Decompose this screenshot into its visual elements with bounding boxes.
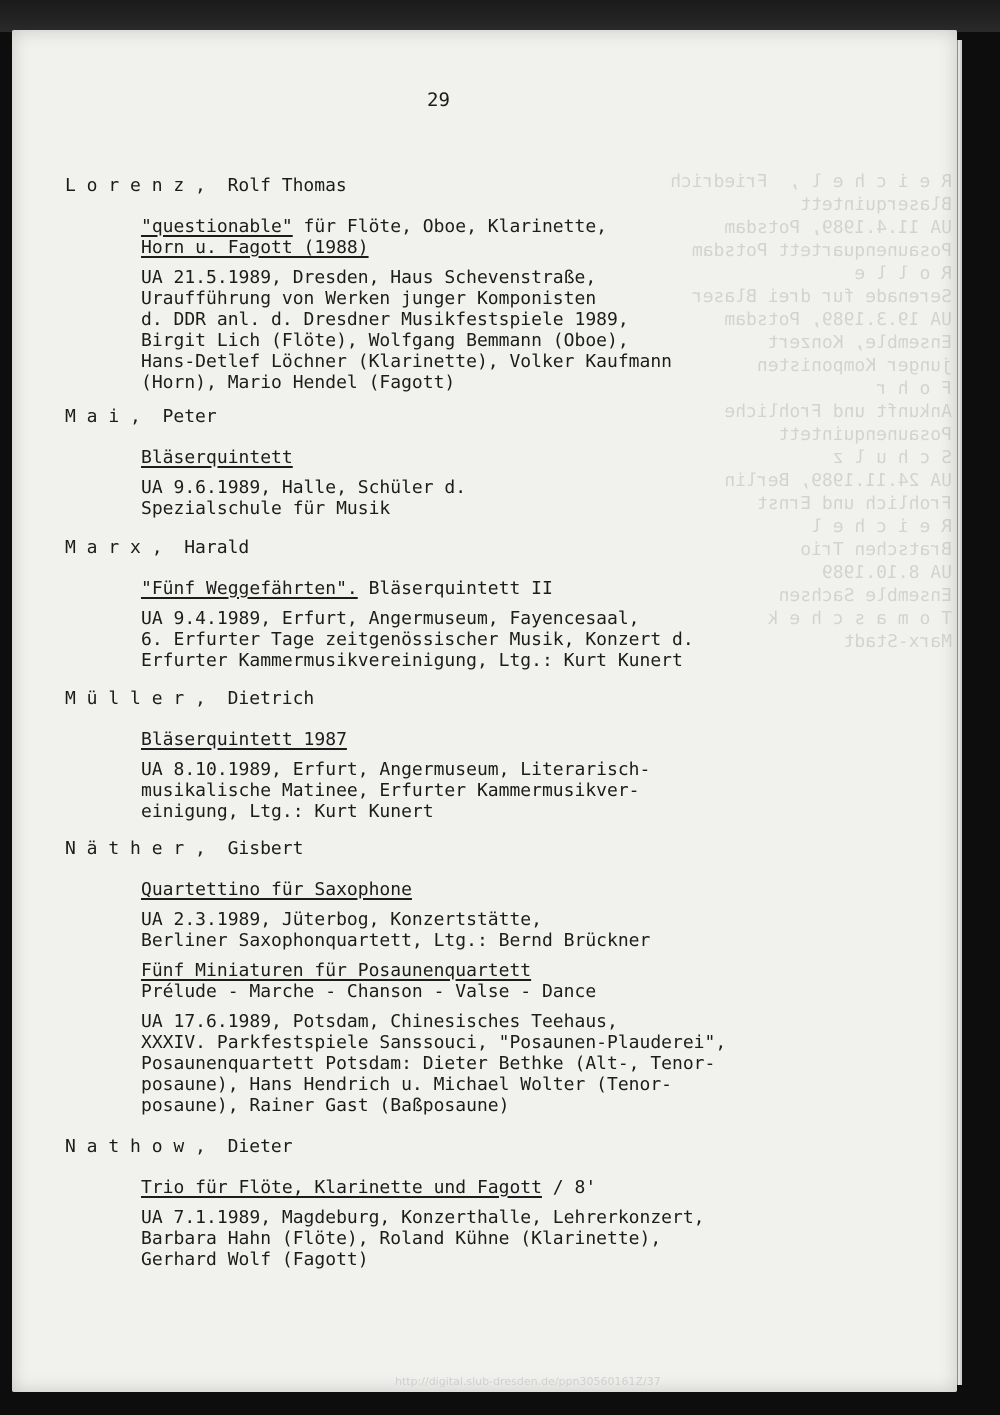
work-title-block [141, 960, 925, 1002]
work-title: Quartettino für Saxophone [141, 879, 412, 900]
composer-surname: M ü l l e r [65, 688, 196, 709]
work-title-suffix: / 8' [541, 1177, 597, 1198]
work-title: "questionable" [141, 216, 293, 237]
performance-details: UA 7.1.1989, Magdeburg, Konzerthalle, Lehrerkonzert, Barbara Hahn (Flöte), Roland Kühne (Klarinette), Gerhard Wolf (Fagott) [141, 1207, 705, 1270]
composer-entry [65, 175, 925, 402]
work-title-block [141, 729, 925, 750]
composer-given-name: Harald [184, 537, 250, 558]
composer-surname: M a i [65, 406, 131, 427]
composer-surname: N ä t h e r [65, 838, 196, 859]
composer-surname: M a r x [65, 537, 152, 558]
work-title-line2: Horn u. Fagott (1988) [141, 237, 369, 258]
work-movements: Prélude - Marche - Chanson - Valse - Dance [141, 981, 597, 1002]
page-content [12, 30, 957, 1392]
composer-given-name: Gisbert [227, 838, 304, 859]
work-title-suffix: Bläserquintett II [357, 578, 553, 599]
composer-heading: L o r e n z , Rolf Thomas [65, 175, 347, 196]
work-title: Bläserquintett [141, 447, 293, 468]
composer-surname: L o r e n z [65, 175, 196, 196]
work-title-block [141, 879, 925, 900]
composer-heading: M a r x , Harald [65, 537, 250, 558]
work-title: Trio für Flöte, Klarinette und Fagott [141, 1177, 542, 1198]
page-number: 29 [427, 89, 450, 111]
composer-heading: M ü l l e r , Dietrich [65, 688, 315, 709]
show-through-text: R e i c h e l , Friedrich Blaserquintett UA 11.4.1989, Potsdam Posaunenquartett Potsdam R o l l e Serenade fur drei Blaser UA 19.3.1989, Potsdam Ensemble, Konzert junger Komponisten F o h r Ankunft und Frohliche Posaunenquintett S c h u l z UA 24.11.1989, Berlin Frohlich und Ernst R e i c h e l Bratschen Trio UA 8.10.1989 Ensemble Sachsen T o m a s c h e k Marx-Stadt [670, 171, 952, 652]
composer-heading: N ä t h e r , Gisbert [65, 838, 304, 859]
scan-top-edge [0, 0, 1000, 32]
performance-details: UA 9.4.1989, Erfurt, Angermuseum, Fayencesaal, 6. Erfurter Tage zeitgenössischer Musik, Konzert d. Erfurter Kammermusikvereinigung, Ltg.: Kurt Kunert [141, 608, 694, 671]
work-title-block [141, 1177, 925, 1198]
work-title-block [141, 447, 925, 468]
work-title: Bläserquintett 1987 [141, 729, 347, 750]
performance-details: UA 8.10.1989, Erfurt, Angermuseum, Literarisch- musikalische Matinee, Erfurter Kammermusikver- einigung, Ltg.: Kurt Kunert [141, 759, 651, 822]
composer-given-name: Peter [162, 406, 217, 427]
composer-given-name: Dietrich [227, 688, 315, 709]
work-title-block [141, 578, 925, 599]
performance-details: UA 21.5.1989, Dresden, Haus Schevenstraße, Uraufführung von Werken junger Komponisten d. DDR anl. d. Dresdner Musikfestspiele 1989, Birgit Lich (Flöte), Wolfgang Bemmann (Oboe), Hans-Detlef Löchner (Klarinette), Volker Kaufmann (Horn), Mario Hendel (Fagott) [141, 267, 673, 393]
work-title-block [141, 216, 925, 258]
performance-details: UA 2.3.1989, Jüterbog, Konzertstätte, Berliner Saxophonquartett, Ltg.: Bernd Brückner [141, 909, 651, 951]
work-title: "Fünf Weggefährten". [141, 578, 358, 599]
composer-entry [65, 1136, 925, 1279]
composer-heading: N a t h o w , Dieter [65, 1136, 293, 1157]
composer-entry [65, 688, 925, 831]
work-title: Fünf Miniaturen für Posaunenquartett [141, 960, 532, 981]
composer-entry [65, 838, 925, 1125]
composer-heading: M a i , Peter [65, 406, 217, 427]
document-page [12, 30, 957, 1392]
composer-given-name: Rolf Thomas [227, 175, 347, 196]
composer-entry [65, 537, 925, 680]
source-url: http://digital.slub-dresden.de/ppn30560161Z/37 [395, 1375, 661, 1388]
work-title-suffix: für Flöte, Oboe, Klarinette, [292, 216, 607, 237]
composer-surname: N a t h o w [65, 1136, 196, 1157]
performance-details: UA 9.6.1989, Halle, Schüler d. Spezialschule für Musik [141, 477, 467, 519]
composer-given-name: Dieter [227, 1136, 293, 1157]
performance-details: UA 17.6.1989, Potsdam, Chinesisches Teehaus, XXXIV. Parkfestspiele Sanssouci, "Posaunen-Plauderei", Posaunenquartett Potsdam: Dieter Bethke (Alt-, Tenor- posaune), Hans Hendrich u. Michael Wolter (Tenor- posaune), Rainer Gast (Baßposaune) [141, 1011, 727, 1116]
composer-entry [65, 406, 925, 528]
